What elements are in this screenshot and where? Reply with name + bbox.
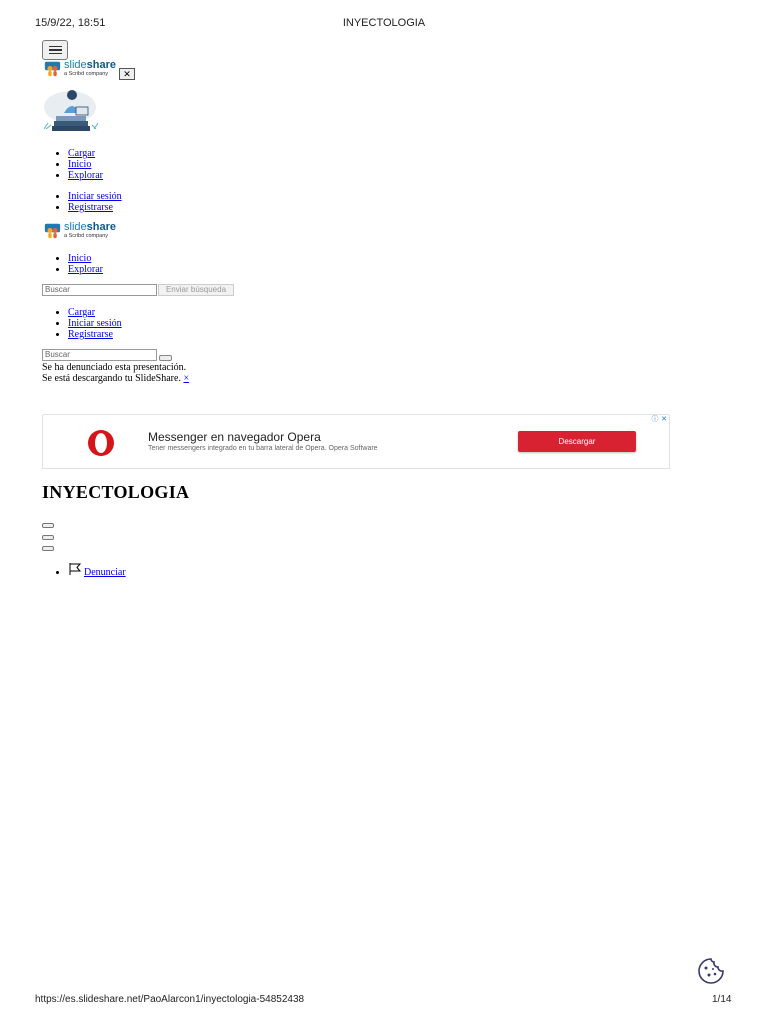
ad-title: Messenger en navegador Opera (148, 430, 321, 444)
nav-item-register (68, 329, 122, 340)
nav-link-explorar[interactable]: Explorar (68, 264, 103, 275)
slideshare-logo-icon (44, 60, 61, 77)
logo-tagline: a Scribd company (64, 71, 109, 77)
slideshare-logo-secondary[interactable]: slideshare a Scribd company (44, 222, 116, 240)
toolbar-button-1[interactable] (42, 523, 54, 528)
flag-icon (68, 562, 82, 576)
menu-button[interactable] (42, 40, 68, 60)
logo-tagline: a Scribd company (64, 233, 109, 239)
nav-item-login (68, 191, 122, 202)
register-link[interactable]: Registrarse (68, 329, 113, 340)
toolbar-button-3[interactable] (42, 546, 54, 551)
report-link[interactable]: Denunciar (84, 567, 126, 578)
auth-nav (42, 191, 122, 213)
nav-link-cargar[interactable]: Cargar (68, 307, 96, 318)
ad-choices (651, 416, 668, 424)
hamburger-icon (49, 46, 62, 47)
print-url: https://es.slideshare.net/PaoAlarcon1/inyectologia-54852438 (35, 994, 305, 1005)
dismiss-link[interactable]: × (183, 373, 190, 384)
ad-download-button[interactable]: Descargar (518, 431, 636, 452)
print-page-number: 1/14 (712, 994, 732, 1005)
ad-info-icon[interactable]: ⓘ (651, 416, 659, 423)
secondary-nav (42, 253, 103, 275)
nav-link-inicio[interactable]: Inicio (68, 159, 92, 170)
nav-item-inicio (68, 159, 103, 170)
print-title: INYECTOLOGIA (342, 17, 426, 29)
search-submit-button-small[interactable] (159, 355, 172, 361)
slideshare-logo-icon (44, 222, 61, 239)
ad-banner[interactable] (42, 414, 670, 469)
nav-link-inicio[interactable]: Inicio (68, 253, 92, 264)
cookie-settings-icon[interactable] (697, 957, 725, 985)
slideshare-logo[interactable]: slideshare a Scribd company (44, 60, 116, 78)
report-item (68, 562, 126, 578)
nav-item-register (68, 202, 122, 213)
nav-item-cargar (68, 148, 103, 159)
search-input[interactable]: Buscar (42, 284, 157, 296)
page-title: INYECTOLOGIA (42, 482, 190, 502)
download-message (42, 373, 189, 384)
download-message-text: Se está descargando tu SlideShare. (42, 373, 181, 384)
nav-item-login (68, 318, 122, 329)
nav-link-explorar[interactable]: Explorar (68, 170, 103, 181)
ad-close-icon[interactable]: ✕ (661, 416, 667, 423)
nav-item-explorar (68, 264, 103, 275)
search-submit-button[interactable]: Enviar búsqueda (158, 284, 234, 296)
toolbar-button-2[interactable] (42, 535, 54, 540)
register-link[interactable]: Registrarse (68, 202, 113, 213)
tertiary-nav (42, 307, 122, 340)
nav-item-cargar (68, 307, 122, 318)
nav-item-inicio (68, 253, 103, 264)
search-input-secondary[interactable]: Buscar (42, 349, 157, 361)
opera-logo-icon (87, 429, 115, 457)
reader-illustration (42, 85, 100, 135)
print-datetime: 15/9/22, 18:51 (35, 17, 106, 29)
login-link[interactable]: Iniciar sesión (68, 318, 122, 329)
nav-link-cargar[interactable]: Cargar (68, 148, 96, 159)
report-list (42, 562, 126, 578)
main-nav (42, 148, 103, 181)
reported-message: Se ha denunciado esta presentación. (42, 362, 187, 373)
nav-item-explorar (68, 170, 103, 181)
close-button[interactable]: ✕ (119, 68, 135, 80)
ad-subtitle: Tener messengers integrado en tu barra lateral de Opera. Opera Software (148, 445, 378, 452)
login-link[interactable]: Iniciar sesión (68, 191, 122, 202)
